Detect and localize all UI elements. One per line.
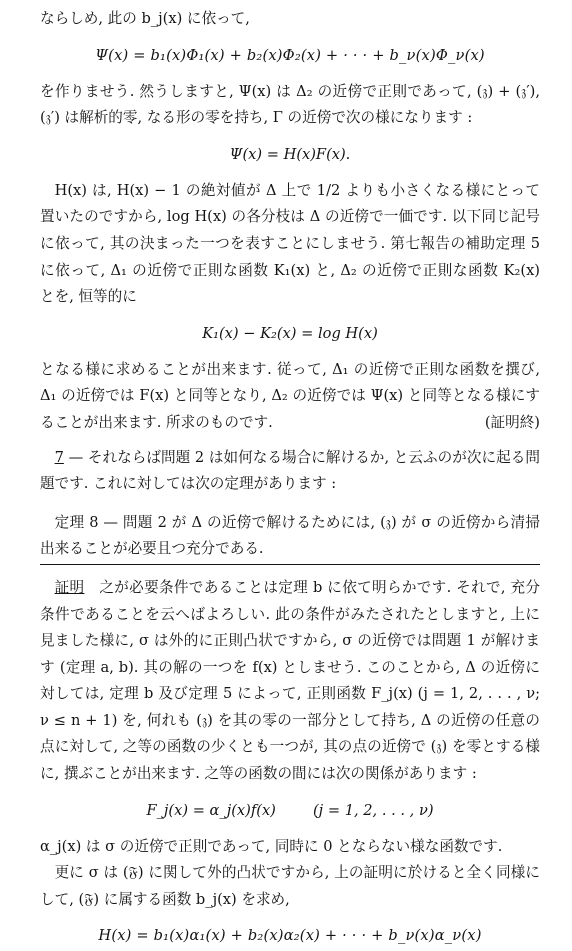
paragraph-choose-function: となる様に求めることが出来ます. 従って, Δ₁ の近傍で正則な函数を撰び, Δ₁ の近傍では F(x) と同等となり, Δ₂ の近傍では Ψ(x) と同等となる様にすることが出来ます. 所求のものです.: [40, 360, 540, 431]
paragraph-intro: ならしめ, 此の b_j(x) に依って,: [40, 10, 250, 27]
proof-label: 証明: [54, 578, 85, 596]
section-7-text: — それならば問題 2 は如何なる場合に解けるか, と云ふのが次に起る問題です. これに対しては次の定理があります :: [40, 448, 541, 493]
theorem-8: 定理 8 — 問題 2 が Δ の近傍で解けるためには, (𝔷) が σ の近傍から清掃出来ることが必要且つ充分である.: [40, 510, 540, 565]
paragraph-log-h: H(x) は, H(x) − 1 の絶対値が Δ 上で 1/2 よりも小さくなる様にとって置いたのですから, log H(x) の各分枝は Δ の近傍で一価です. 以下同じ記号に依って, 其の決まった一つを表すことにしませう. 第七報告の補助定理 5 に依って, Δ₁ の近傍で正則な函数 K₁(x) と, Δ₂ の近傍で正則な函数 K₂(x) とを, 恒等的に: [40, 181, 540, 306]
paragraph-proof: [40, 575, 540, 788]
equation-f-alpha: F_j(x) = α_j(x)f(x) (j = 1, 2, . . . , ν): [146, 801, 434, 819]
paragraph-convex: 更に σ は (𝔉) に関して外的凸状ですから, 上の証明に於けると全く同様にして, (𝔉) に属する函数 b_j(x) を求め,: [40, 864, 540, 908]
proof-text: 之が必要条件であることは定理 b に依て明らかです. それで, 充分条件であることを云へばよろしい. 此の条件がみたされたとしますと, 上に見ました様に, σ は外的に正則凸状ですから, σ の近傍では問題 1 が解けます (定理 a, b). 其の解の一つを f(x) としませう. このことから, Δ の近傍に対しては, 定理 b 及び定理 5 によって, 正則函数 F_j(x) (j = 1, 2, . . . , ν; ν ≤ n + 1) を, 何れも (𝔷) を其の零の一部分として持ち, Δ の近傍の任意の点に対して, 之等の函数の少くとも一つが, 其の点の近傍で (𝔷) を零とする様に, 撰ぶことが出来ます. 之等の函数の間には次の関係があります :: [40, 578, 540, 783]
paragraph-alpha-regular: α_j(x) は σ の近傍で正則であって, 同時に 0 とならない様な函数です.: [40, 837, 503, 855]
paragraph-section-7: [40, 445, 540, 498]
equation-psi-product: Ψ(x) = H(x)F(x).: [229, 145, 351, 163]
equation-h-sum: H(x) = b₁(x)α₁(x) + b₂(x)α₂(x) + · · · + b_ν(x)α_ν(x): [98, 927, 482, 945]
equation-k-difference: K₁(x) − K₂(x) = log H(x): [202, 324, 378, 342]
section-number: 7: [54, 448, 64, 466]
proof-end-mark: (証明終): [484, 413, 540, 431]
equation-psi-sum: Ψ(x) = b₁(x)Φ₁(x) + b₂(x)Φ₂(x) + · · · + b_ν(x)Φ_ν(x): [95, 46, 485, 64]
paragraph-psi-regular: を作りませう. 然うしますと, Ψ(x) は Δ₂ の近傍で正則であって, (𝔷) + (𝔷′), (𝔷′) は解析的零, なる形の零を持ち, Γ の近傍で次の様になります :: [40, 82, 540, 127]
